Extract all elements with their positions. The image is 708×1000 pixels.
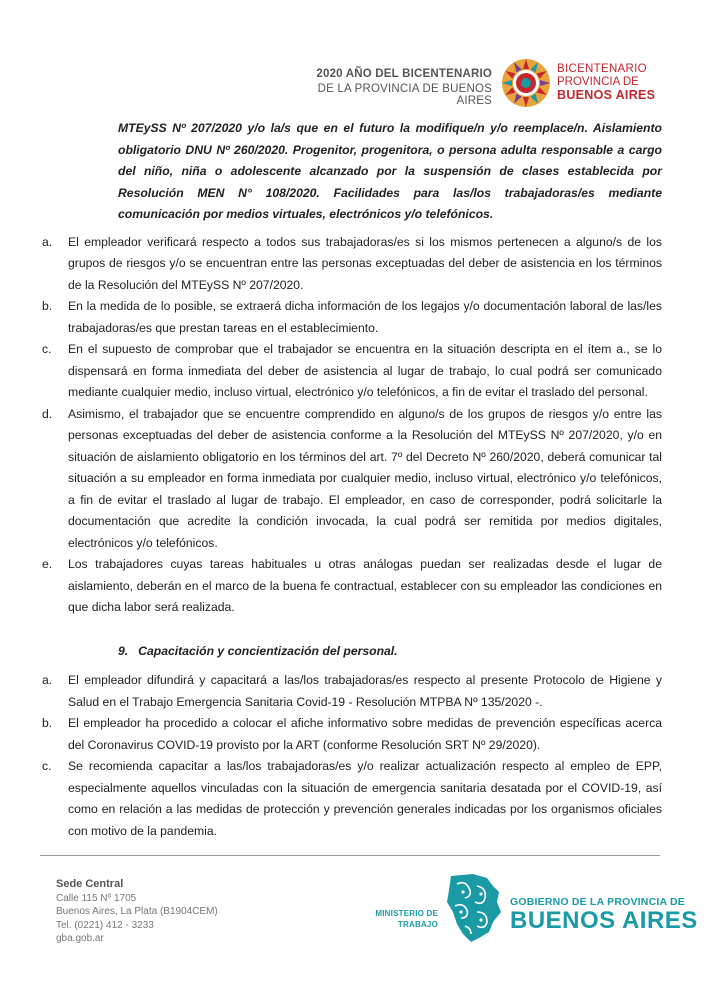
- item-marker: d.: [42, 406, 53, 421]
- item-text: En el supuesto de comprobar que el trabajador se encuentra en la situación descripta en el ítem a., se lo dispensará en forma inmediata del deber de asistencia al lugar de trabajo, lo cual podrá ser comunicado mediante cualquier medio, incluso virtual, electrónico y/o telefónicos, a fin de evitar el traslado del personal.: [68, 342, 662, 399]
- phone: Tel. (0221) 412 - 3233: [56, 919, 154, 931]
- ministry-label: [368, 908, 438, 930]
- ministry-line-2: TRABAJO: [397, 920, 438, 929]
- list-item: [42, 713, 662, 756]
- document-body: [42, 118, 662, 842]
- bicentenario-logo-icon: [500, 57, 552, 109]
- list-item: [42, 232, 662, 297]
- list-item: [42, 339, 662, 404]
- section-heading: [118, 641, 662, 663]
- item-text: Asimismo, el trabajador que se encuentre comprendido en alguno/s de los grupos de riesgos y/o entre las personas exceptuadas del deber de asistencia conforme a la Resolución del MTEySS Nº 207/2020, y/o en situación de aislamiento obligatorio en los términos del art. 7º del Decreto Nº 260/2020, deberá comunicar tal situación a su empleador en forma inmediata por cualquier medio, incluso virtual, electrónico y/o telefónicos, a fin de evitar el traslado al lugar de trabajo. El empleador, en caso de corresponder, podrá solicitarle la documentación que acredite la condición invocada, la cual podrá ser remitida por medios digitales, electrónicos y/o telefónicos.: [68, 406, 662, 550]
- bicentenario-brand: [557, 63, 697, 102]
- bicentenario-province-line: DE LA PROVINCIA DE BUENOS AIRES: [317, 83, 492, 107]
- government-line-1: GOBIERNO DE LA PROVINCIA DE: [510, 896, 685, 908]
- brand-line-2: PROVINCIA DE: [557, 76, 639, 88]
- item-text: El empleador difundirá y capacitará a las/los trabajadoras/es respecto al presente Protocolo de Higiene y Salud en el Trabajo Emergencia Sanitaria Covid-19 - Resolución MTPBA Nº 135/2020 -.: [68, 673, 662, 709]
- footer-address: [56, 878, 218, 946]
- item-text: El empleador verificará respecto a todos sus trabajadoras/es si los mismos pertenecen a alguno/s de los grupos de riesgos y/o se encuentran entre las personas exceptuadas del deber de asistencia en los términos de la Resolución del MTEySS Nº 207/2020.: [68, 234, 662, 292]
- province-map-logo-icon: [443, 872, 503, 944]
- brand-line-3: BUENOS AIRES: [557, 88, 656, 102]
- section-number: 9.: [118, 643, 129, 658]
- list-item: [42, 756, 662, 842]
- hq-title: Sede Central: [56, 878, 124, 890]
- government-brand: [510, 896, 698, 934]
- list-item: [42, 404, 662, 555]
- item-marker: a.: [42, 234, 53, 249]
- item-marker: a.: [42, 673, 53, 687]
- item-text: En la medida de lo posible, se extraerá dicha información de los legajos y/o documentación laboral de las/les trabajadoras/es que prestan tareas en el establecimiento.: [68, 299, 662, 335]
- item-marker: c.: [42, 342, 52, 356]
- ministry-line-1: MINISTERIO DE: [375, 909, 438, 918]
- list-item: [42, 670, 662, 713]
- list-section-8: [42, 232, 662, 619]
- address-line-1: Calle 115 Nº 1705: [56, 892, 137, 904]
- brand-line-1: BICENTENARIO: [557, 63, 647, 75]
- bicentenario-year-line: 2020 AÑO DEL BICENTENARIO: [316, 68, 492, 80]
- page-header: [0, 0, 708, 110]
- list-item: [42, 554, 662, 619]
- intro-paragraph: MTEySS Nº 207/2020 y/o la/s que en el futuro la modifique/n y/o reemplace/n. Aislamiento obligatorio DNU Nº 260/2020. Progenitor, progenitora, o persona adulta responsable a cargo del niño, niña o adolescente alcanzado por la suspensión de clases establecida por Resolución MEN N° 108/2020. Facilidades para las/los trabajadoras/es mediante comunicación por medios virtuales, electrónicos y/o telefónicos.: [118, 121, 662, 221]
- item-text: El empleador ha procedido a colocar el afiche informativo sobre medidas de prevención específicas acerca del Coronavirus COVID-19 provisto por la ART (conforme Resolución SRT Nº 29/2020).: [68, 716, 662, 752]
- item-marker: b.: [42, 299, 53, 313]
- list-section-9: [42, 670, 662, 842]
- footer-divider: [40, 855, 660, 856]
- section-title: Capacitación y concientización del personal.: [138, 643, 398, 658]
- item-text: Se recomienda capacitar a las/los trabajadoras/es y/o realizar actualización respecto al empleo de EPP, especialmente aquellos vinculadas con la situación de emergencia sanitaria desatada por el COVID-19, así como en relación a las medidas de protección y prevención generales indicadas por los organismos oficiales con motivo de la pandemia.: [68, 759, 662, 838]
- list-item: [42, 296, 662, 339]
- government-line-2: BUENOS AIRES: [510, 907, 698, 934]
- item-marker: c.: [42, 759, 52, 773]
- item-marker: b.: [42, 716, 53, 730]
- item-marker: e.: [42, 557, 53, 571]
- item-text: Los trabajadores cuyas tareas habituales u otras análogas puedan ser realizadas desde el lugar de aislamiento, deberán en el marco de la buena fe contractual, establecer con su empleador las condiciones en que dicha labor será realizada.: [68, 557, 662, 614]
- website: gba.gob.ar: [56, 933, 104, 944]
- address-line-2: Buenos Aires, La Plata (B1904CEM): [56, 906, 218, 917]
